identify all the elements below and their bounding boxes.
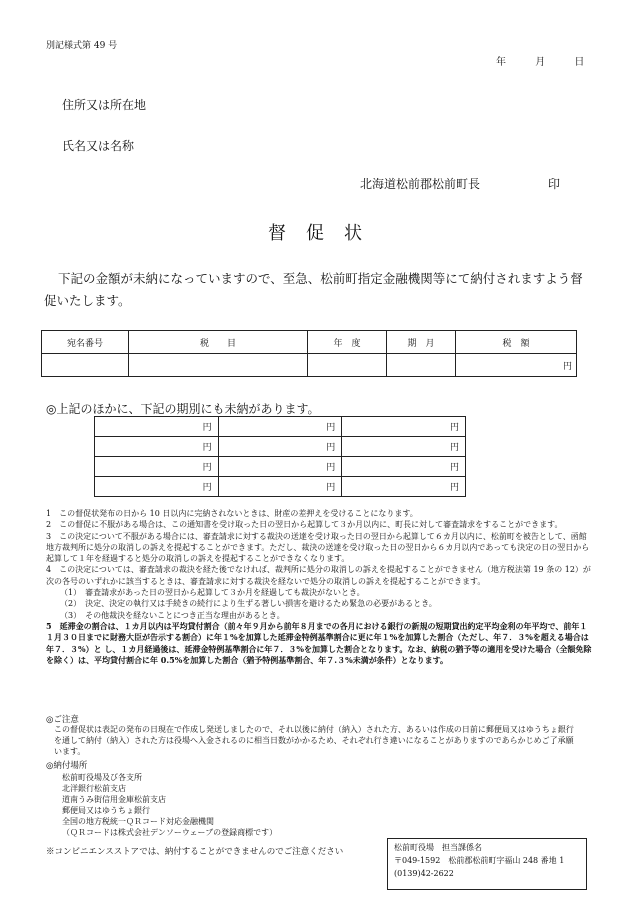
amount-cell: 円: [342, 417, 466, 437]
table-row: [95, 437, 466, 457]
note-1: 1 この督促状発布の日から 10 日以内に完納されないときは、財産の差押えを受けることになります。: [46, 509, 418, 518]
note-5: 5 延滞金の割合は、１カ月以内は平均貸付割合（前々年９月から前年８月までの各月における銀行の新規の短期貸出約定平均金利の年平均で、前年１１月３０日までに財務大臣が告示する割合）に年１%を加算した延滞金特例基準割合に更に年１%を加算した割合（ただし、年７．３%を超える場合は年７．３%）と し、１カ月経過後は、延滞金特例基準割合に年７．３%を加算した割合となります。なお、納税の猶予等の適用を受けた場合（全額免除を除く）は、平均貸付割合に年 0.5%を加算した割合（猶予特例基準割合、年７.３%未満が条件）となります。: [46, 620, 592, 665]
list-item: （ＱＲコードは株式会社デンソーウェーブの登録商標です）: [62, 828, 278, 837]
list-item: 北洋銀行松前支店: [62, 784, 126, 793]
name-label: 氏名又は名称: [62, 139, 135, 153]
amount-cell: 円: [95, 477, 219, 497]
amount-cell: 円: [342, 477, 466, 497]
contact-office: 松前町役場 担当課係名: [394, 843, 482, 852]
header-period: 期 月: [387, 331, 456, 354]
form-number: 別記様式第 49 号: [46, 41, 118, 51]
cell-fiscal-year: [308, 354, 387, 377]
cell-tax-item: [129, 354, 308, 377]
contact-address: 〒049-1592 松前郡松前町字福山 248 番地 1: [394, 856, 565, 865]
note-3: 3 この決定について不服がある場合には、審査請求に対する裁決の送達を受け取った日の翌日から起算して６カ月以内に、松前町を被告として、函館地方裁判所に処分の取消しの訴えを提起することができます。ただし、裁決の送達を受け取った日の翌日から６カ月以内であっても決定の日の翌日から起算して１年を経過すると処分の取消しの訴えを提起することができなくなります。: [46, 531, 590, 564]
notes-section: [46, 508, 594, 666]
header-tax-amount: 税 額: [456, 331, 577, 354]
intro-text: 下記の金額が未納になっていますので、至急、松前町指定金融機関等にて納付されますよう督促いたします。: [44, 271, 583, 308]
amount-cell: 円: [95, 457, 219, 477]
header-fiscal-year: 年 度: [308, 331, 387, 354]
tax-table-row: [42, 354, 577, 377]
payment-places-heading: ◎納付場所: [46, 761, 88, 771]
address-label: 住所又は所在地: [62, 98, 147, 112]
other-arrears-table: [94, 416, 466, 497]
header-address-number: 宛名番号: [42, 331, 129, 354]
issue-date: [496, 53, 584, 68]
amount-cell: 円: [342, 437, 466, 457]
caution-text: この督促状は表記の発布の日現在で作成し発送しましたので、それ以後に納付（納入）された方、あるいは作成の日前に郵便局又はゆうちょ銀行を通して納付（納入）された方は役場へ入金されるのに相当日数がかかるため、それぞれ行き違いになることがありますのであらかじめご了承願います。: [54, 725, 574, 756]
date-month-label: 月: [535, 57, 546, 68]
table-row: [95, 417, 466, 437]
convenience-store-note: ※コンビニエンスストアでは、納付することができませんのでご注意ください: [46, 847, 344, 857]
list-item: 松前町役場及び各支所: [62, 773, 142, 782]
seal-mark: 印: [548, 177, 561, 191]
date-year-label: 年: [496, 57, 506, 68]
amount-cell: 円: [218, 437, 342, 457]
amount-cell: 円: [95, 437, 219, 457]
page-title: 督促状: [268, 223, 382, 244]
cell-tax-amount: 円: [456, 354, 577, 377]
payment-places-list: [62, 772, 277, 838]
caution-heading: ◎ご注意: [46, 715, 79, 725]
list-item: 道南うみ街信用金庫松前支店: [62, 795, 166, 804]
amount-cell: 円: [218, 477, 342, 497]
note-4-item-1: （1） 審査請求があった日の翌日から起算して３か月を経過しても裁決がないとき。: [60, 588, 365, 598]
list-item: 郵便局又はゆうちょ銀行: [62, 806, 150, 815]
header-tax-item: 税 目: [129, 331, 308, 354]
cell-period: [387, 354, 456, 377]
date-day-label: 日: [574, 57, 585, 68]
other-arrears-heading: ◎上記のほかに、下記の期別にも未納があります。: [46, 402, 320, 416]
amount-cell: 円: [218, 417, 342, 437]
amount-cell: 円: [95, 417, 219, 437]
issuer-name: 北海道松前郡松前町長: [360, 177, 481, 191]
note-4-item-2: （2） 決定、決定の執行又は手続きの続行により生ずる著しい損害を避けるため緊急の必要があるとき。: [60, 599, 437, 609]
note-2: 2 この督促に不服がある場合は、この通知書を受け取った日の翌日から起算して３か月以内に、町長に対して審査請求をすることができます。: [46, 520, 563, 530]
amount-cell: 円: [218, 457, 342, 477]
table-row: [95, 457, 466, 477]
cell-address-number: [42, 354, 129, 377]
tax-table: [41, 330, 577, 377]
table-row: [95, 477, 466, 497]
note-4-item-3: （3） その他裁決を経ないことにつき正当な理由があるとき。: [60, 610, 285, 620]
amount-cell: 円: [342, 457, 466, 477]
contact-box: [387, 838, 587, 890]
note-4: 4 この決定については、審査請求の裁決を経た後でなければ、裁判所に処分の取消しの訴えを提起することができません（地方税法第 19 条の 12）が次の各号のいずれかに該当するときは、審査請求に対する裁決を経ないで処分の取消しの訴えを提起することができます。: [46, 565, 591, 586]
list-item: 全国の地方税統一ＱＲコード対応金融機関: [62, 817, 214, 826]
contact-phone: (0139)42-2622: [394, 869, 454, 878]
tax-table-header-row: [42, 331, 577, 354]
